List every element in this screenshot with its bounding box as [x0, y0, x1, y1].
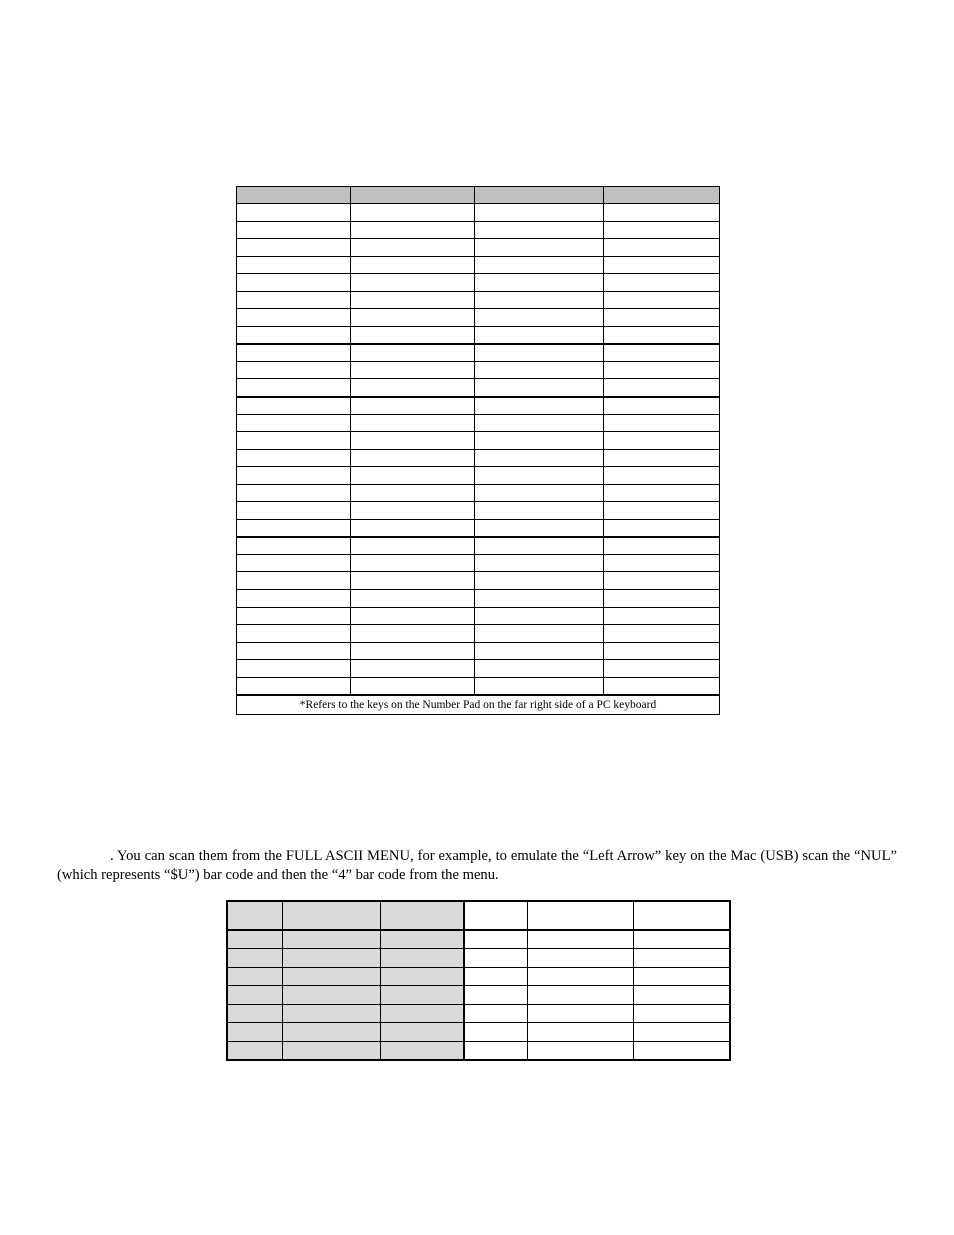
table-cell: [351, 537, 475, 555]
table-cell: [282, 986, 380, 1005]
table-cell: [604, 361, 720, 379]
table-cell: [282, 1023, 380, 1042]
table-cell: [380, 949, 464, 968]
table-row: [237, 660, 720, 678]
table-cell: [475, 537, 604, 555]
table-cell: [351, 414, 475, 432]
table-row: [237, 537, 720, 555]
table-cell: [351, 291, 475, 309]
table-cell: [475, 554, 604, 572]
table-footnote: *Refers to the keys on the Number Pad on the far right side of a PC keyboard: [237, 695, 720, 715]
table-cell: [237, 607, 351, 625]
table-cell: [604, 256, 720, 274]
table-row: [237, 432, 720, 450]
table-row: [227, 1023, 730, 1042]
table-cell: [475, 379, 604, 397]
table-row: [237, 590, 720, 608]
table-cell: [351, 572, 475, 590]
header-cell: [527, 901, 633, 930]
table-cell: [475, 449, 604, 467]
table-cell: [237, 274, 351, 292]
table-cell: [604, 677, 720, 695]
table-cell: [604, 502, 720, 520]
table-row: [237, 361, 720, 379]
header-cell: [351, 187, 475, 204]
table-cell: [475, 607, 604, 625]
table-cell: [237, 239, 351, 257]
table-cell: [475, 397, 604, 415]
table-cell: [227, 986, 282, 1005]
table-cell: [604, 379, 720, 397]
table-cell: [237, 642, 351, 660]
table-cell: [351, 677, 475, 695]
table-cell: [604, 572, 720, 590]
table-cell: [604, 467, 720, 485]
table-header-row: [237, 187, 720, 204]
mac-key-table: [226, 900, 731, 1061]
table-row: [237, 607, 720, 625]
table-cell: [464, 1004, 527, 1023]
table-cell: [282, 1004, 380, 1023]
footnote-row: [237, 695, 720, 715]
table-cell: [604, 537, 720, 555]
table-header-row: [227, 901, 730, 930]
table-cell: [351, 519, 475, 537]
table-cell: [237, 660, 351, 678]
table-cell: [633, 1023, 730, 1042]
table-cell: [351, 642, 475, 660]
table-cell: [475, 625, 604, 643]
table-cell: [475, 291, 604, 309]
key-mapping-table: [236, 186, 720, 715]
table-cell: [527, 1023, 633, 1042]
table-row: [237, 309, 720, 327]
table-cell: [475, 432, 604, 450]
table-cell: [380, 1042, 464, 1061]
table-row: [237, 256, 720, 274]
table-cell: [237, 326, 351, 344]
table-cell: [475, 256, 604, 274]
table-row: [237, 677, 720, 695]
table-cell: [604, 642, 720, 660]
table-cell: [237, 502, 351, 520]
table-cell: [351, 379, 475, 397]
table-row: [237, 502, 720, 520]
table-cell: [237, 204, 351, 222]
table-cell: [237, 449, 351, 467]
table-cell: [604, 554, 720, 572]
table-cell: [351, 449, 475, 467]
table-cell: [237, 309, 351, 327]
table-cell: [282, 1042, 380, 1061]
table-cell: [464, 986, 527, 1005]
table-cell: [237, 221, 351, 239]
table-cell: [282, 930, 380, 949]
table-cell: [464, 949, 527, 968]
table-cell: [527, 1004, 633, 1023]
table-row: [237, 642, 720, 660]
table-cell: [633, 949, 730, 968]
header-cell: [237, 187, 351, 204]
table-cell: [237, 414, 351, 432]
table-cell: [604, 414, 720, 432]
table-cell: [237, 537, 351, 555]
table-cell: [475, 519, 604, 537]
table-row: [227, 949, 730, 968]
table-cell: [351, 660, 475, 678]
table-row: [237, 221, 720, 239]
table-cell: [351, 502, 475, 520]
table-cell: [475, 361, 604, 379]
table-cell: [237, 484, 351, 502]
table-cell: [604, 221, 720, 239]
table-cell: [604, 607, 720, 625]
table-cell: [380, 986, 464, 1005]
table-cell: [351, 274, 475, 292]
table-cell: [237, 432, 351, 450]
table-cell: [475, 344, 604, 362]
table-cell: [237, 291, 351, 309]
table-cell: [237, 256, 351, 274]
table-body: [237, 204, 720, 695]
table-cell: [475, 484, 604, 502]
table-cell: [604, 309, 720, 327]
table-cell: [604, 344, 720, 362]
table-row: [237, 572, 720, 590]
table-row: [227, 1042, 730, 1061]
table-cell: [475, 274, 604, 292]
table-row: [227, 1004, 730, 1023]
table-cell: [527, 967, 633, 986]
table-cell: [604, 625, 720, 643]
table-cell: [604, 590, 720, 608]
table-row: [237, 467, 720, 485]
table-row: [237, 291, 720, 309]
table-cell: [464, 967, 527, 986]
table-cell: [604, 239, 720, 257]
table-cell: [227, 967, 282, 986]
table-row: [227, 986, 730, 1005]
table-row: [237, 344, 720, 362]
table-cell: [351, 590, 475, 608]
table-cell: [227, 1023, 282, 1042]
table-row: [237, 554, 720, 572]
table-cell: [237, 625, 351, 643]
table-cell: [351, 204, 475, 222]
table-cell: [351, 607, 475, 625]
table-cell: [464, 1023, 527, 1042]
body-paragraph: . You can scan them from the FULL ASCII MENU, for example, to emulate the “Left Arrow” key on the Mac (USB) scan the “NUL” (which represents “$U”) bar code and then the “4” bar code from the menu.: [57, 847, 897, 883]
table-cell: [633, 1004, 730, 1023]
table-cell: [604, 449, 720, 467]
table-cell: [227, 949, 282, 968]
table-cell: [604, 291, 720, 309]
table-cell: [527, 930, 633, 949]
table-row: [237, 397, 720, 415]
table-cell: [351, 361, 475, 379]
header-cell: [633, 901, 730, 930]
table-cell: [475, 502, 604, 520]
table-row: [237, 326, 720, 344]
table-cell: [282, 967, 380, 986]
table-cell: [527, 949, 633, 968]
table-cell: [351, 625, 475, 643]
table-row: [237, 204, 720, 222]
table-cell: [475, 677, 604, 695]
table-cell: [475, 204, 604, 222]
table-cell: [237, 467, 351, 485]
header-cell: [604, 187, 720, 204]
table-cell: [237, 677, 351, 695]
table-cell: [604, 326, 720, 344]
table-cell: [351, 239, 475, 257]
table-cell: [351, 344, 475, 362]
table-cell: [351, 554, 475, 572]
table-cell: [351, 432, 475, 450]
table-cell: [237, 379, 351, 397]
table-cell: [237, 344, 351, 362]
table-cell: [237, 361, 351, 379]
table-cell: [351, 484, 475, 502]
table-row: [237, 414, 720, 432]
table-cell: [227, 930, 282, 949]
table-cell: [527, 1042, 633, 1061]
table-row: [237, 519, 720, 537]
table-cell: [633, 986, 730, 1005]
table-cell: [380, 930, 464, 949]
table-row: [237, 274, 720, 292]
table-cell: [475, 590, 604, 608]
table-cell: [604, 660, 720, 678]
header-cell: [282, 901, 380, 930]
table-cell: [351, 326, 475, 344]
table-cell: [227, 1042, 282, 1061]
header-cell: [475, 187, 604, 204]
table-cell: [464, 1042, 527, 1061]
table-cell: [380, 1004, 464, 1023]
table-cell: [475, 309, 604, 327]
table-cell: [475, 642, 604, 660]
table-cell: [351, 256, 475, 274]
table-cell: [604, 484, 720, 502]
table-cell: [633, 967, 730, 986]
table-cell: [475, 467, 604, 485]
table-cell: [475, 326, 604, 344]
table-cell: [475, 239, 604, 257]
table-row: [227, 967, 730, 986]
table-cell: [237, 519, 351, 537]
table-cell: [604, 519, 720, 537]
table-cell: [351, 467, 475, 485]
table-cell: [527, 986, 633, 1005]
header-cell: [380, 901, 464, 930]
table-row: [237, 484, 720, 502]
table-cell: [351, 397, 475, 415]
table-cell: [633, 1042, 730, 1061]
table-cell: [464, 930, 527, 949]
table-cell: [282, 949, 380, 968]
table-cell: [475, 221, 604, 239]
table-cell: [351, 221, 475, 239]
table-body: [227, 901, 730, 1060]
table-row: [237, 625, 720, 643]
table-cell: [604, 274, 720, 292]
table-row: [227, 930, 730, 949]
header-cell: [464, 901, 527, 930]
table-cell: [237, 554, 351, 572]
table-cell: [237, 590, 351, 608]
table-cell: [237, 397, 351, 415]
table-row: [237, 379, 720, 397]
table-cell: [380, 1023, 464, 1042]
table-cell: [237, 572, 351, 590]
table-cell: [351, 309, 475, 327]
table-row: [237, 449, 720, 467]
header-cell: [227, 901, 282, 930]
table-cell: [604, 397, 720, 415]
table-cell: [604, 204, 720, 222]
table-cell: [475, 572, 604, 590]
table-cell: [380, 967, 464, 986]
table-cell: [475, 414, 604, 432]
table-cell: [633, 930, 730, 949]
table-row: [237, 239, 720, 257]
table-cell: [475, 660, 604, 678]
table-cell: [227, 1004, 282, 1023]
table-cell: [604, 432, 720, 450]
